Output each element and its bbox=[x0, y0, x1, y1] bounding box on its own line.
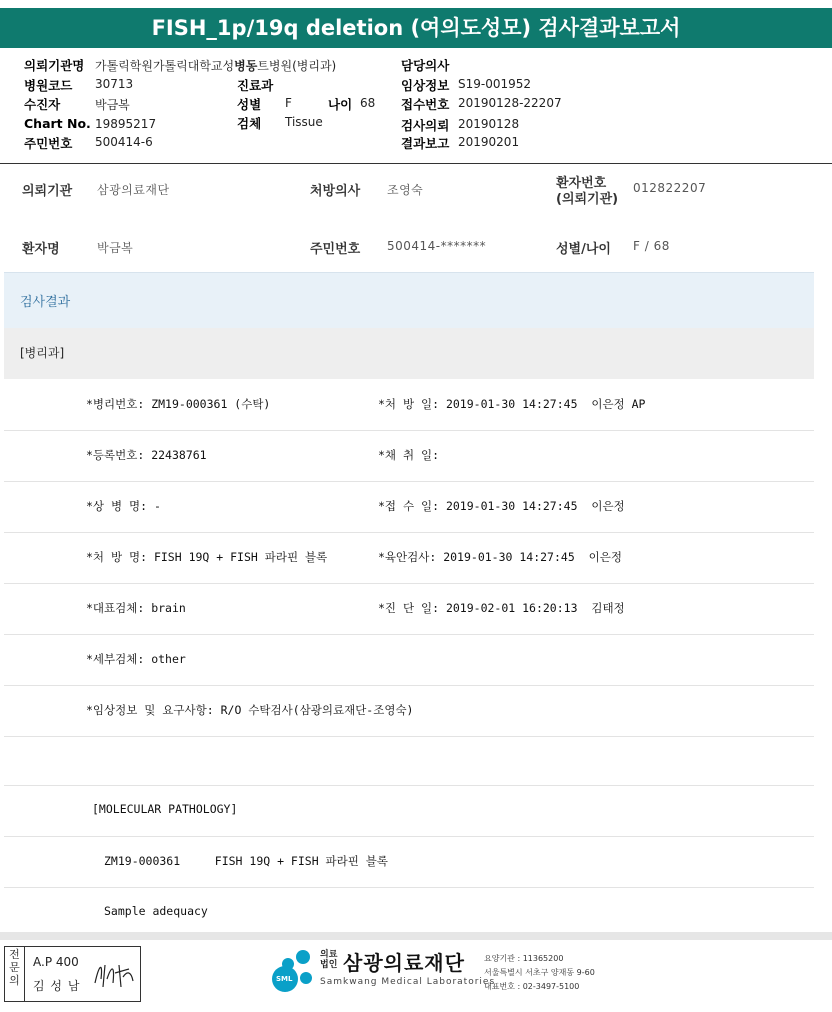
patient-no-value: 012822207 bbox=[633, 181, 707, 195]
attending-doctor-label: 담당의사 bbox=[401, 58, 450, 73]
result-field-left: *상 병 명: - bbox=[86, 499, 161, 513]
department-label: 진료과 bbox=[237, 78, 274, 93]
row-divider bbox=[4, 634, 814, 635]
hospital-code-label: 병원코드 bbox=[24, 78, 73, 93]
hospital-code-value: 30713 bbox=[95, 77, 134, 91]
logo-dot-icon bbox=[282, 958, 294, 970]
logo-dot-icon bbox=[296, 950, 310, 964]
department-row bbox=[4, 328, 814, 379]
stamp-vertical-text: 전문의 bbox=[9, 948, 20, 987]
org-phone: 대표번호 : 02-3497-5100 bbox=[484, 982, 580, 991]
signature-icon bbox=[91, 957, 137, 991]
request-date-value: 20190128 bbox=[458, 117, 520, 131]
clinical-info-label: 임상정보 bbox=[401, 78, 450, 93]
row-divider bbox=[4, 887, 814, 888]
row-divider bbox=[4, 836, 814, 837]
logo-name: 삼광의료재단 bbox=[343, 951, 465, 975]
patient-institution-value: 삼광의료재단 bbox=[97, 183, 170, 197]
result-field-right: *처 방 일: 2019-01-30 14:27:45 이은정 AP bbox=[378, 397, 646, 411]
patient-rrn-value: 500414-******* bbox=[387, 239, 487, 253]
logo-small-text: 의료 법인 bbox=[320, 950, 338, 970]
sex-label: 성별 bbox=[237, 97, 262, 112]
row-divider bbox=[4, 481, 814, 482]
stamp-vertical-label bbox=[5, 947, 25, 1001]
patient-sex-age-value: F / 68 bbox=[633, 239, 670, 253]
result-field-left: *병리번호: ZM19-000361 (수탁) bbox=[86, 397, 271, 411]
row-divider bbox=[4, 430, 814, 431]
report-title: FISH_1p/19q deletion (여의도성모) 검사결과보고서 bbox=[0, 8, 832, 48]
reception-no-label: 접수번호 bbox=[401, 97, 450, 112]
scroll-gutter bbox=[814, 165, 832, 937]
result-field-left: *등록번호: 22438761 bbox=[86, 448, 207, 462]
row-divider bbox=[4, 736, 814, 737]
rrn-value: 500414-6 bbox=[95, 135, 153, 149]
prescribing-doctor-value: 조영숙 bbox=[387, 183, 424, 197]
patient-no-label: 환자번호 bbox=[556, 176, 607, 191]
patient-name-label: 환자명 bbox=[22, 242, 60, 257]
stamp-license: A.P 400 bbox=[33, 955, 79, 969]
sex-value: F bbox=[285, 96, 292, 110]
receiver-value: 박금복 bbox=[95, 98, 130, 112]
reception-no-value: 20190128-22207 bbox=[458, 96, 562, 110]
molecular-test-line: ZM19-000361 FISH 19Q + FISH 파라핀 블록 bbox=[104, 854, 389, 868]
pathologist-stamp bbox=[4, 946, 141, 1002]
row-divider bbox=[4, 785, 814, 786]
report-date-label: 결과보고 bbox=[401, 136, 450, 151]
result-field-left: *처 방 명: FISH 19Q + FISH 파라핀 블록 bbox=[86, 550, 328, 564]
result-field-right: *육안검사: 2019-01-30 14:27:45 이은정 bbox=[378, 550, 622, 564]
result-field-left: *세부검체: other bbox=[86, 652, 186, 666]
logo-dot-icon bbox=[300, 972, 312, 984]
specimen-value: Tissue bbox=[285, 115, 323, 129]
report-date-value: 20190201 bbox=[458, 135, 520, 149]
chart-no-value: 19895217 bbox=[95, 117, 157, 131]
patient-name-value: 박금복 bbox=[97, 241, 134, 255]
footer-divider bbox=[0, 932, 832, 940]
patient-institution-label: 의뢰기관 bbox=[22, 184, 73, 199]
age-label: 나이 bbox=[328, 97, 353, 112]
clinical-info-value: S19-001952 bbox=[458, 77, 532, 91]
molecular-pathology-header: [MOLECULAR PATHOLOGY] bbox=[92, 802, 238, 816]
chart-no-label: Chart No. bbox=[24, 116, 91, 131]
prescribing-doctor-label: 처방의사 bbox=[310, 184, 361, 199]
requesting-institution-label: 의뢰기관명 bbox=[24, 58, 85, 73]
result-field-left: *임상정보 및 요구사항: R/O 수탁검사(삼광의료재단-조영숙) bbox=[86, 703, 414, 717]
header-divider bbox=[0, 163, 832, 164]
receiver-label: 수진자 bbox=[24, 97, 61, 112]
sample-adequacy-line: Sample adequacy bbox=[104, 904, 208, 918]
patient-no-sublabel: (의뢰기관) bbox=[556, 192, 619, 207]
request-date-label: 검사의뢰 bbox=[401, 118, 450, 133]
requesting-institution-value: 가톨릭학원가톨릭대학교성병동트병원(병리과) bbox=[95, 59, 337, 73]
org-code: 요양기관 : 11365200 bbox=[484, 954, 564, 963]
result-field-right: *접 수 일: 2019-01-30 14:27:45 이은정 bbox=[378, 499, 625, 513]
stamp-name: 김 성 남 bbox=[33, 979, 81, 993]
result-field-left: *대표검체: brain bbox=[86, 601, 186, 615]
row-divider bbox=[4, 685, 814, 686]
row-divider bbox=[4, 583, 814, 584]
logo-english: Samkwang Medical Laboratories bbox=[320, 977, 496, 987]
patient-rrn-label: 주민번호 bbox=[310, 242, 361, 257]
specimen-label: 검체 bbox=[237, 116, 262, 131]
department-label: [병리과] bbox=[20, 346, 65, 360]
rrn-label: 주민번호 bbox=[24, 136, 73, 151]
result-field-right: *진 단 일: 2019-02-01 16:20:13 김태정 bbox=[378, 601, 625, 615]
logo-badge: SML bbox=[276, 975, 293, 983]
result-section-header bbox=[4, 272, 814, 329]
row-divider bbox=[4, 532, 814, 533]
age-value: 68 bbox=[360, 96, 376, 110]
result-section-title: 검사결과 bbox=[20, 295, 71, 310]
patient-sex-age-label: 성별/나이 bbox=[556, 242, 611, 257]
result-field-right: *채 취 일: bbox=[378, 448, 440, 462]
org-address: 서울특별시 서초구 양재동 9-60 bbox=[484, 968, 595, 977]
